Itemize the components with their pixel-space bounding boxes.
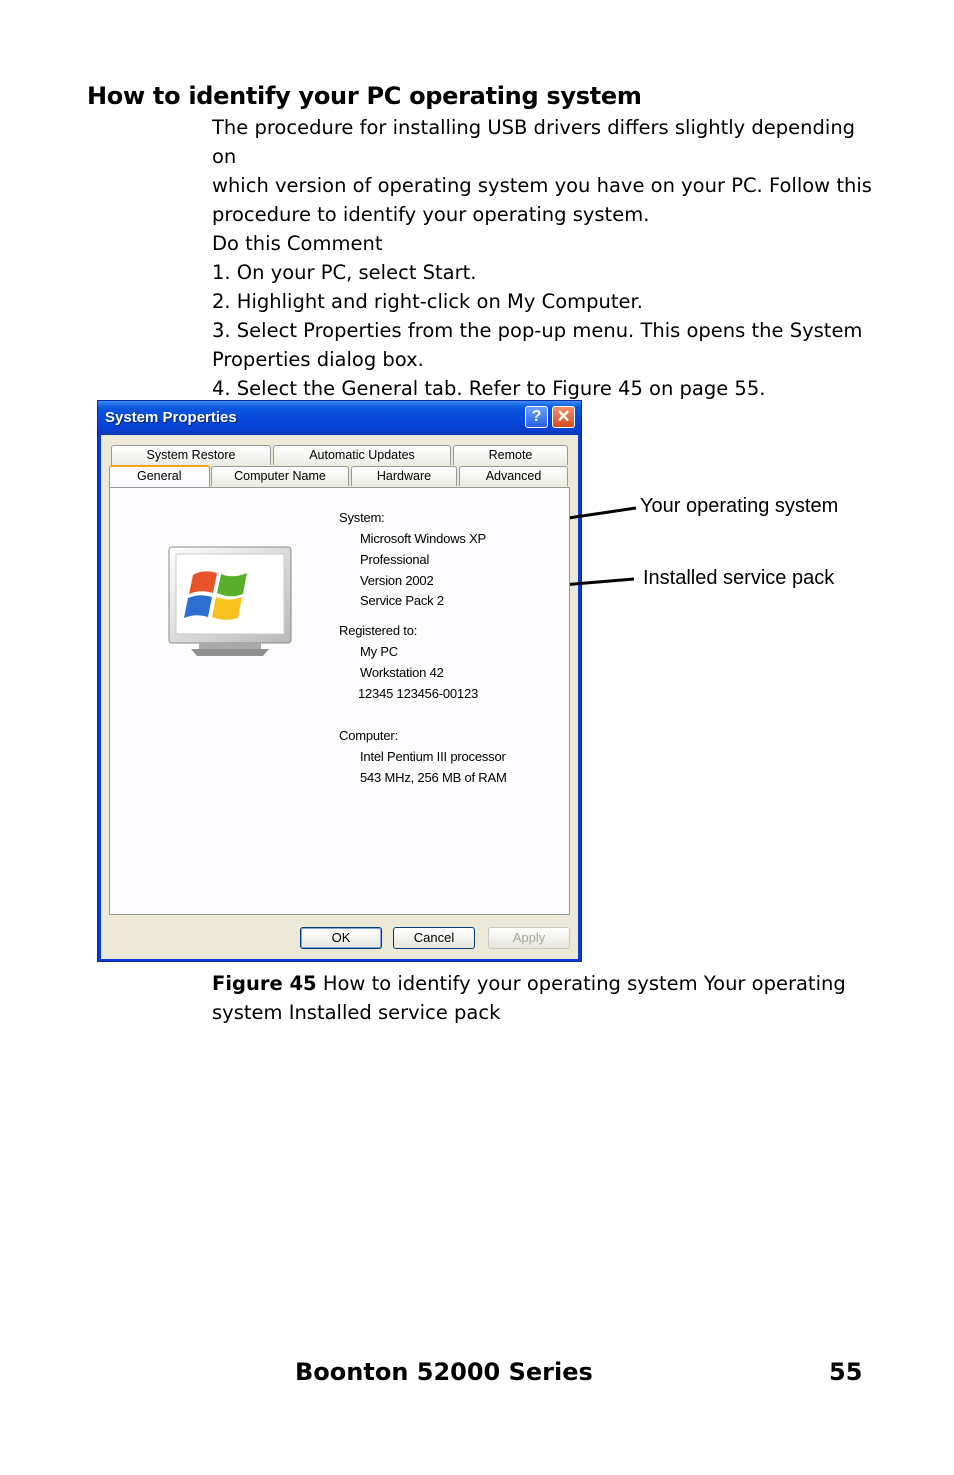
apply-button[interactable]: Apply (488, 927, 570, 949)
tab-remote[interactable]: Remote (453, 445, 568, 465)
close-icon: ✕ (556, 407, 571, 426)
page-number: 55 (829, 1358, 863, 1386)
processor: Intel Pentium III processor (360, 749, 506, 764)
tab-system-restore[interactable]: System Restore (111, 445, 271, 465)
computer-label: Computer: (339, 728, 398, 743)
product-id: 12345 123456-00123 (358, 686, 479, 701)
os-version: Version 2002 (360, 573, 434, 588)
windows-xp-monitor-icon (167, 545, 293, 657)
figure-label: Figure 45 (212, 972, 317, 995)
section-heading: How to identify your PC operating system (87, 82, 642, 110)
step-1: 1. On your PC, select Start. (212, 261, 477, 284)
step-3: 3. Select Properties from the pop-up menu. This opens the System (212, 319, 863, 342)
tab-computer-name[interactable]: Computer Name (211, 466, 349, 486)
step-3-cont: Properties dialog box. (212, 348, 424, 371)
os-name: Microsoft Windows XP (360, 531, 487, 546)
os-callout: Your operating system (640, 495, 839, 517)
memory: 543 MHz, 256 MB of RAM (360, 770, 507, 785)
dialog-client-area (101, 435, 578, 959)
intro-line: which version of operating system you have on your PC. Follow this (212, 174, 872, 197)
figure-caption (212, 969, 852, 1027)
tab-general[interactable]: General (109, 465, 210, 487)
intro-line: procedure to identify your operating system. (212, 203, 650, 226)
help-icon: ? (531, 408, 542, 425)
step-2: 2. Highlight and right-click on My Computer. (212, 290, 643, 313)
registered-label: Registered to: (339, 623, 418, 638)
intro-line: The procedure for installing USB drivers differs slightly depending on (212, 116, 856, 168)
registered-user: My PC (360, 644, 399, 659)
sp-callout: Installed service pack (643, 567, 835, 589)
system-label: System: (339, 510, 385, 525)
tab-advanced[interactable]: Advanced (459, 466, 568, 486)
cancel-button[interactable]: Cancel (393, 927, 475, 949)
service-pack: Service Pack 2 (360, 593, 444, 608)
step-4: 4. Select the General tab. Refer to Figure 45 on page 55. (212, 377, 766, 400)
ok-button[interactable]: OK (300, 927, 382, 949)
tab-automatic-updates[interactable]: Automatic Updates (273, 445, 451, 465)
os-edition: Professional (360, 552, 430, 567)
caption-text: How to identify your operating system Your operating (316, 972, 846, 995)
general-tab-panel (109, 487, 570, 915)
intro-line: Do this Comment (212, 232, 383, 255)
caption-text-cont: system Installed service pack (212, 1001, 501, 1024)
tab-hardware[interactable]: Hardware (351, 466, 457, 486)
footer-series: Boonton 52000 Series (295, 1358, 593, 1386)
registered-org: Workstation 42 (360, 665, 444, 680)
dialog-title: System Properties (105, 409, 237, 426)
